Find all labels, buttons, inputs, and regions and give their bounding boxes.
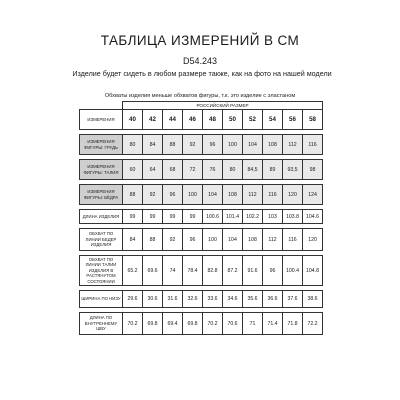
measurement-value: 34.6 bbox=[223, 291, 243, 308]
measurement-value: 108 bbox=[243, 229, 263, 251]
measurement-label: ОБХВАТ ПО ЛИНИИ БЕДЕР ИЗДЕЛИЯ bbox=[80, 229, 123, 251]
measurement-value: 70.2 bbox=[123, 313, 143, 335]
measurement-value: 112 bbox=[283, 135, 303, 155]
measurement-value: 101.4 bbox=[223, 210, 243, 224]
table-row bbox=[80, 210, 323, 224]
size-header-40: 40 bbox=[123, 110, 143, 130]
measurement-value: 80 bbox=[223, 160, 243, 180]
size-table bbox=[79, 101, 323, 335]
measurement-value: 124 bbox=[303, 185, 323, 205]
measurement-value: 92 bbox=[183, 135, 203, 155]
table-row bbox=[80, 256, 323, 286]
measurement-value: 96 bbox=[183, 229, 203, 251]
measurement-value: 108 bbox=[223, 185, 243, 205]
size-header-56: 56 bbox=[283, 110, 303, 130]
measurement-label: ИЗМЕРЕНИЯ ФИГУРЫ: ТАЛИЯ bbox=[80, 160, 123, 180]
size-header-48: 48 bbox=[203, 110, 223, 130]
measurement-value: 80 bbox=[123, 135, 143, 155]
measurement-value: 102.2 bbox=[243, 210, 263, 224]
measurement-value: 88 bbox=[143, 229, 163, 251]
measurement-value: 35.6 bbox=[243, 291, 263, 308]
measurement-value: 37.6 bbox=[283, 291, 303, 308]
russian-size-header: РОССИЙСКИЙ РАЗМЕР bbox=[123, 102, 323, 110]
measurement-value: 84 bbox=[143, 135, 163, 155]
measurement-value: 104 bbox=[243, 135, 263, 155]
measurement-label: ДЛИНА ИЗДЕЛИЯ bbox=[80, 210, 123, 224]
measurement-value: 64 bbox=[143, 160, 163, 180]
measurement-value: 70.2 bbox=[203, 313, 223, 335]
measurement-value: 112 bbox=[243, 185, 263, 205]
measurement-value: 69.8 bbox=[183, 313, 203, 335]
measurement-value: 100.4 bbox=[283, 256, 303, 286]
table-row bbox=[80, 185, 323, 205]
measurement-value: 112 bbox=[263, 229, 283, 251]
measurement-value: 69.4 bbox=[163, 313, 183, 335]
measurement-value: 74 bbox=[163, 256, 183, 286]
table-row bbox=[80, 229, 323, 251]
size-header-58: 58 bbox=[303, 110, 323, 130]
measurement-value: 69.6 bbox=[143, 256, 163, 286]
measurement-value: 71.8 bbox=[283, 313, 303, 335]
size-header-42: 42 bbox=[143, 110, 163, 130]
measurement-value: 71.4 bbox=[263, 313, 283, 335]
measurement-value: 104 bbox=[223, 229, 243, 251]
measurement-value: 100 bbox=[223, 135, 243, 155]
measurement-label: ДЛИНА ПО ВНУТРЕННЕМУ ШВУ bbox=[80, 313, 123, 335]
measurement-value: 100 bbox=[203, 229, 223, 251]
measurement-value: 29.6 bbox=[123, 291, 143, 308]
size-header-52: 52 bbox=[243, 110, 263, 130]
measurement-value: 76 bbox=[203, 160, 223, 180]
measurement-value: 91.6 bbox=[243, 256, 263, 286]
fit-description: Изделие будет сидеть в любом размере также, как на фото на нашей модели bbox=[72, 69, 332, 78]
measurement-value: 30.6 bbox=[143, 291, 163, 308]
measurement-value: 96 bbox=[163, 185, 183, 205]
measurement-value: 36.6 bbox=[263, 291, 283, 308]
measurement-value: 96 bbox=[263, 256, 283, 286]
measurement-value: 99 bbox=[163, 210, 183, 224]
size-header-row bbox=[80, 110, 323, 130]
measurement-value: 89 bbox=[263, 160, 283, 180]
measurement-value: 103 bbox=[263, 210, 283, 224]
group-header-row bbox=[80, 102, 323, 110]
measurement-value: 32.6 bbox=[183, 291, 203, 308]
measurement-value: 92 bbox=[163, 229, 183, 251]
size-header-50: 50 bbox=[223, 110, 243, 130]
size-header-46: 46 bbox=[183, 110, 203, 130]
measurement-value: 82.8 bbox=[203, 256, 223, 286]
measurement-label: ОБХВАТ ПО ЛИНИИ ТАЛИИ ИЗДЕЛИЯ В РАСТЯНУТОМ СОСТОЯНИИ bbox=[80, 256, 123, 286]
measurement-value: 65.2 bbox=[123, 256, 143, 286]
measurement-value: 71 bbox=[243, 313, 263, 335]
measurement-value: 72 bbox=[183, 160, 203, 180]
measurement-value: 33.6 bbox=[203, 291, 223, 308]
corner-cell bbox=[80, 102, 123, 110]
measurement-value: 104 bbox=[203, 185, 223, 205]
measurement-value: 96 bbox=[203, 135, 223, 155]
table-row bbox=[80, 291, 323, 308]
page-title: ТАБЛИЦА ИЗМЕРЕНИЙ В СМ bbox=[100, 33, 300, 48]
measurement-value: 99 bbox=[123, 210, 143, 224]
measurement-label: ИЗМЕРЕНИЯ ФИГУРЫ: ГРУДЬ bbox=[80, 135, 123, 155]
measurement-value: 99 bbox=[183, 210, 203, 224]
measurement-value: 70.6 bbox=[223, 313, 243, 335]
size-table-body bbox=[80, 102, 323, 335]
measurement-value: 84,5 bbox=[243, 160, 263, 180]
measurement-value: 31.6 bbox=[163, 291, 183, 308]
measurement-value: 68 bbox=[163, 160, 183, 180]
measurement-value: 93,5 bbox=[283, 160, 303, 180]
measurement-value: 116 bbox=[283, 229, 303, 251]
product-code: D54.243 bbox=[182, 56, 218, 66]
measurement-value: 120 bbox=[283, 185, 303, 205]
measurement-value: 99 bbox=[143, 210, 163, 224]
measurement-value: 116 bbox=[303, 135, 323, 155]
measurement-label: ШИРИНА ПО НИЗУ bbox=[80, 291, 123, 308]
measurement-value: 78.4 bbox=[183, 256, 203, 286]
measurement-value: 100 bbox=[183, 185, 203, 205]
measurement-value: 116 bbox=[263, 185, 283, 205]
measure-header: ИЗМЕРЕНИЯ bbox=[80, 110, 123, 130]
measurement-value: 88 bbox=[123, 185, 143, 205]
measurement-value: 87.2 bbox=[223, 256, 243, 286]
measurement-value: 72.2 bbox=[303, 313, 323, 335]
measurement-value: 100.6 bbox=[203, 210, 223, 224]
measurement-value: 38.6 bbox=[303, 291, 323, 308]
measurement-value: 92 bbox=[143, 185, 163, 205]
measurement-value: 69.8 bbox=[143, 313, 163, 335]
measurement-value: 84 bbox=[123, 229, 143, 251]
elastane-note: Обхваты изделия меньше обхватов фигуры, т.к. это изделие с эластаном bbox=[104, 93, 296, 99]
measurement-label: ИЗМЕРЕНИЯ ФИГУРЫ: БЁДРА bbox=[80, 185, 123, 205]
table-row bbox=[80, 313, 323, 335]
measurement-value: 104.8 bbox=[303, 256, 323, 286]
measurement-value: 103.8 bbox=[283, 210, 303, 224]
measurement-value: 60 bbox=[123, 160, 143, 180]
size-header-54: 54 bbox=[263, 110, 283, 130]
measurement-value: 104.6 bbox=[303, 210, 323, 224]
measurement-value: 98 bbox=[303, 160, 323, 180]
measurement-value: 88 bbox=[163, 135, 183, 155]
measurement-value: 108 bbox=[263, 135, 283, 155]
measurement-value: 120 bbox=[303, 229, 323, 251]
table-row bbox=[80, 160, 323, 180]
table-row bbox=[80, 135, 323, 155]
size-header-44: 44 bbox=[163, 110, 183, 130]
